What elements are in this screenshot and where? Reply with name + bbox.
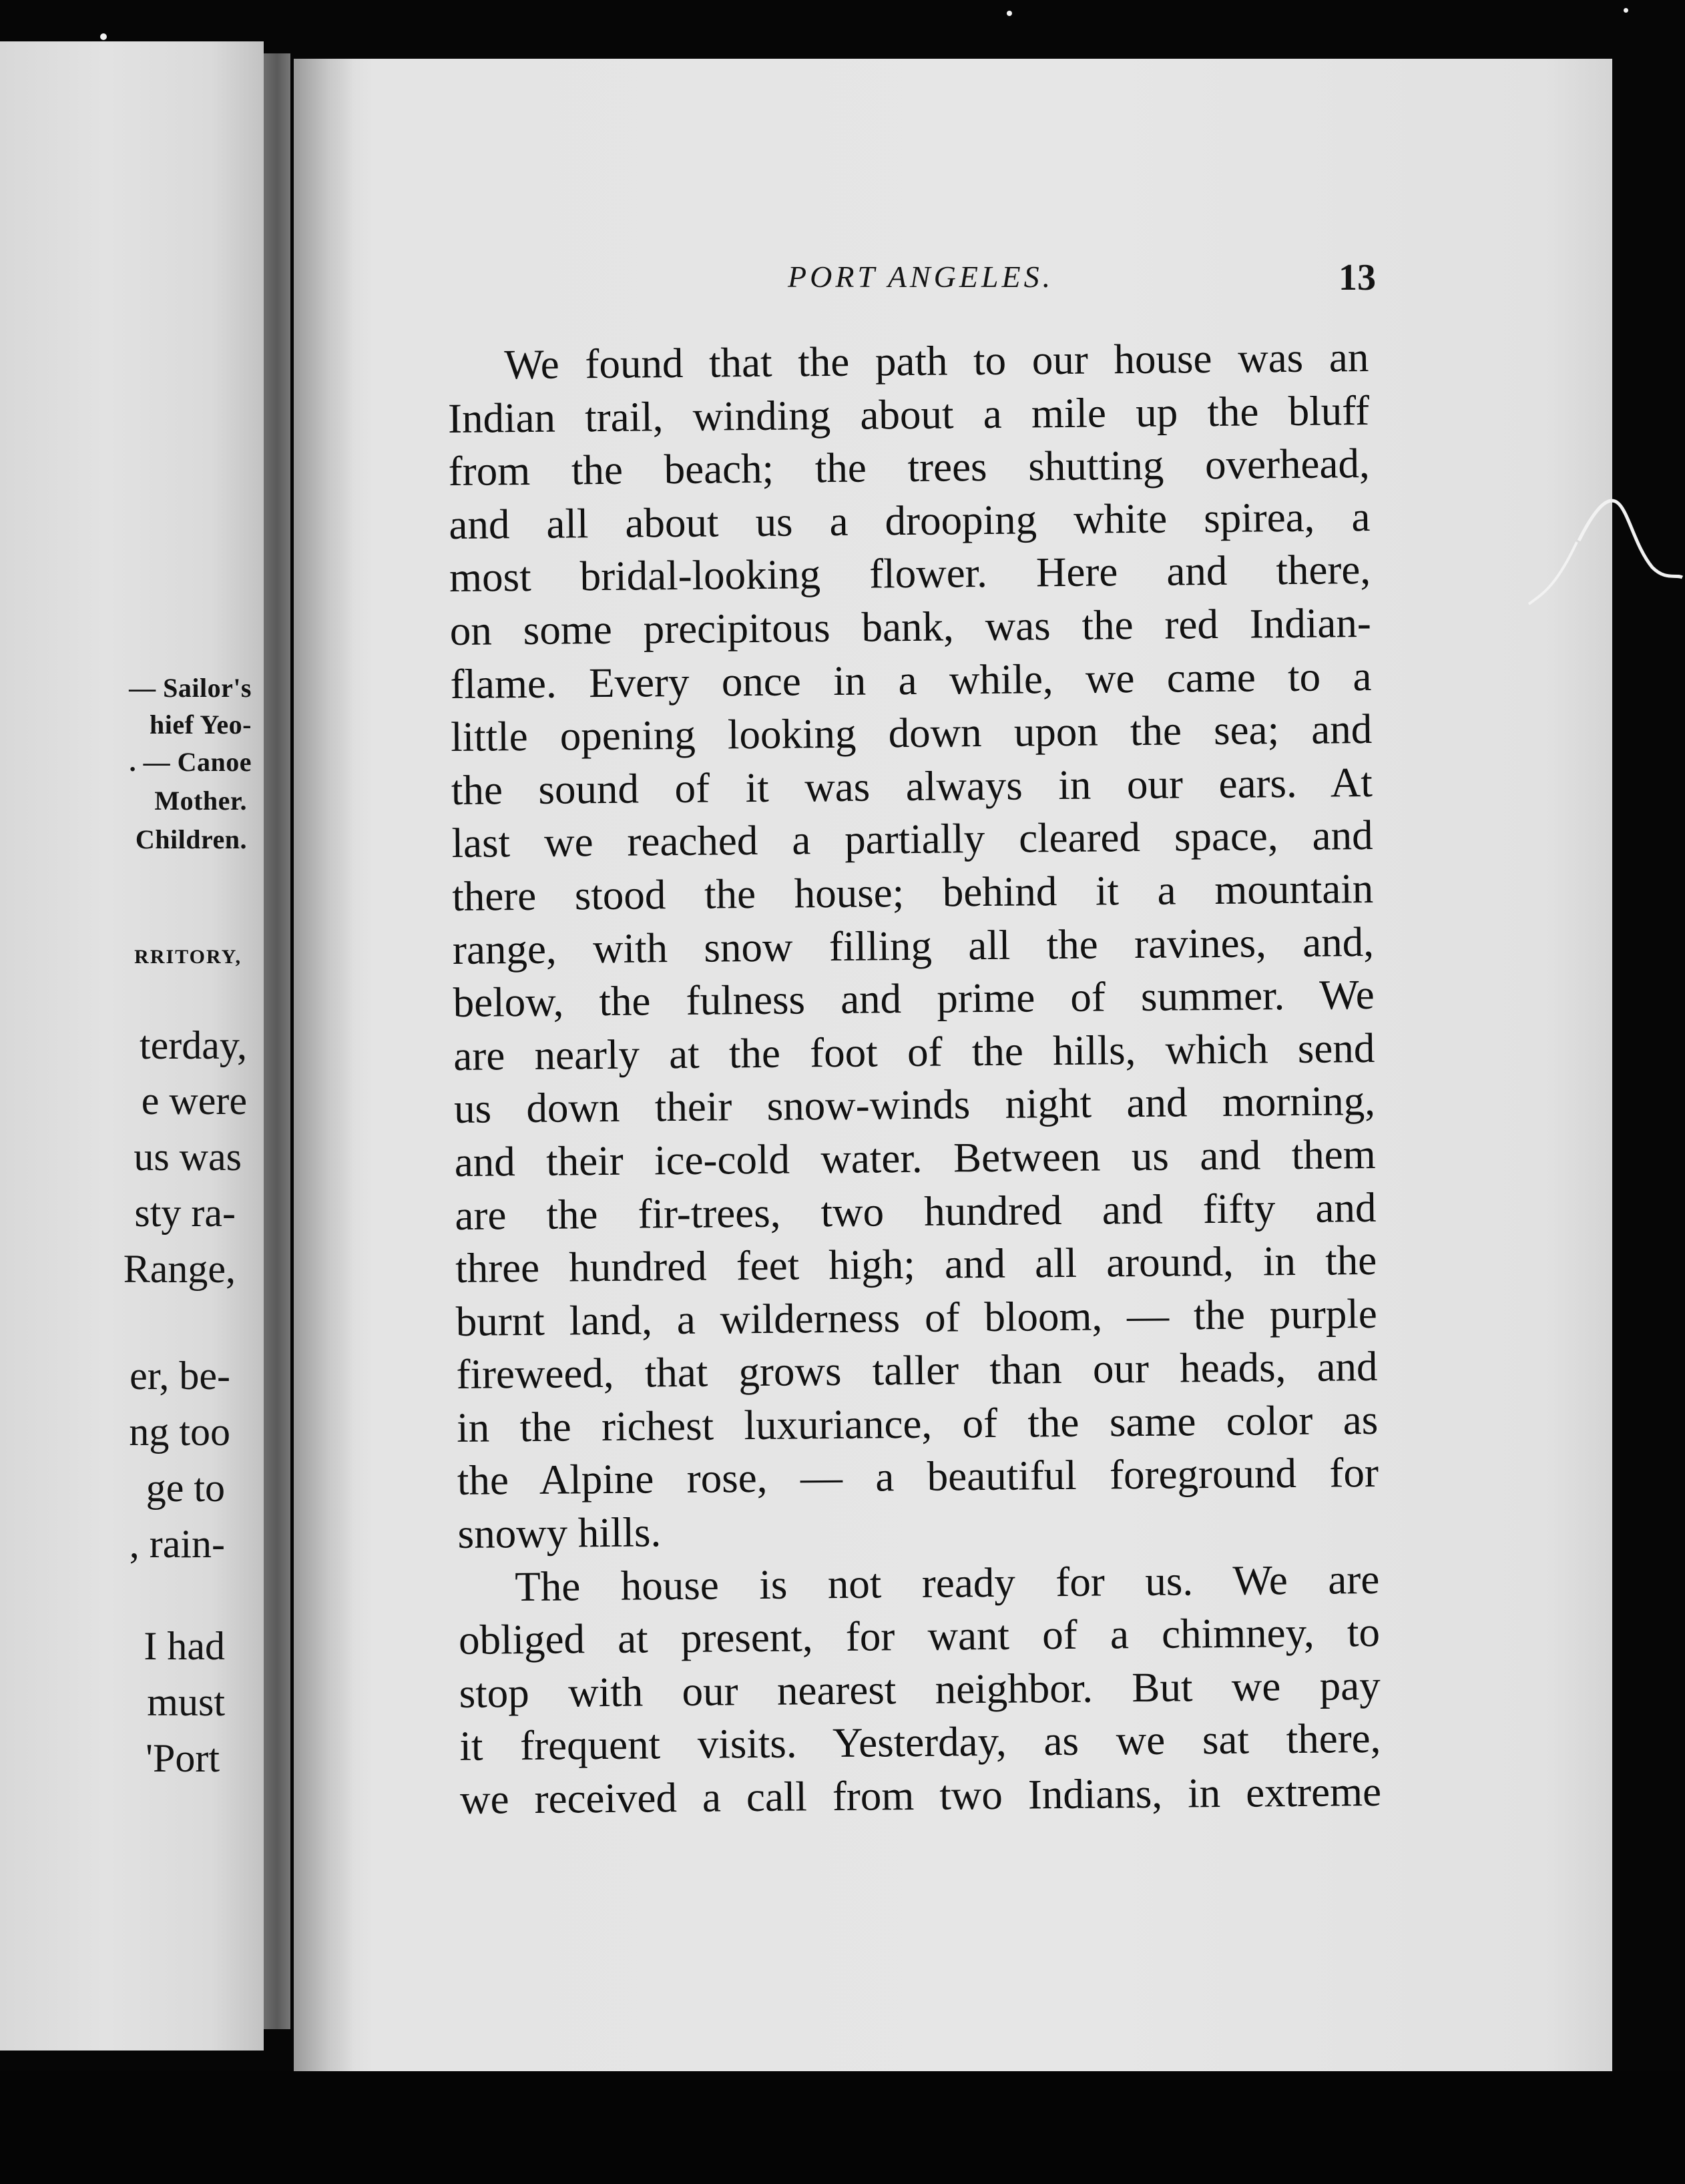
toc-line: Mother. bbox=[154, 786, 247, 816]
text-line: it frequent visits. Yesterday, as we sat there, bbox=[459, 1715, 1381, 1770]
scan-speck bbox=[100, 33, 107, 40]
text-line: obliged at present, for want of a chimney, to bbox=[458, 1609, 1381, 1664]
toc-line: — Sailor's bbox=[129, 673, 252, 703]
scan-speck bbox=[1624, 8, 1628, 13]
book-page bbox=[294, 59, 1612, 2071]
body-line-fragment: ge to bbox=[146, 1466, 225, 1510]
text-line: stop with our nearest neighbor. But we pay bbox=[459, 1661, 1381, 1717]
body-line-fragment: terday, bbox=[139, 1023, 247, 1067]
body-line-fragment: must bbox=[147, 1680, 225, 1724]
text-line: the sound of it was always in our ears. At bbox=[451, 758, 1373, 814]
text-line: We found that the path to our house was an bbox=[504, 333, 1369, 388]
body-line-fragment: er, be- bbox=[130, 1354, 230, 1398]
body-line-fragment: e were bbox=[141, 1079, 247, 1123]
text-line: the Alpine rose, — a beautiful foreground for bbox=[457, 1449, 1379, 1505]
text-line: in the richest luxuriance, of the same color as bbox=[456, 1396, 1379, 1451]
scan-speck bbox=[1007, 11, 1012, 16]
body-text bbox=[447, 331, 1381, 1827]
text-line: Indian trail, winding about a mile up the bluff bbox=[447, 386, 1370, 442]
text-line: are nearly at the foot of the hills, which send bbox=[453, 1024, 1375, 1079]
body-line-fragment: , rain- bbox=[129, 1522, 225, 1566]
text-line: last we reached a partially cleared space, and bbox=[451, 812, 1373, 867]
body-line-fragment: I had bbox=[144, 1624, 225, 1668]
body-line-fragment: Range, bbox=[123, 1247, 236, 1291]
text-line: us down their snow-winds night and morning, bbox=[453, 1077, 1376, 1133]
text-line: snowy hills. bbox=[457, 1509, 662, 1557]
body-line-fragment: us was bbox=[134, 1135, 242, 1179]
toc-line: hief Yeo- bbox=[150, 710, 252, 740]
text-line: range, with snow filling all the ravines, and, bbox=[452, 918, 1375, 973]
page-number: 13 bbox=[1339, 257, 1376, 298]
facing-page bbox=[0, 41, 264, 2051]
text-line: flame. Every once in a while, we came to a bbox=[450, 652, 1372, 708]
text-line: fireweed, that grows taller than our heads, and bbox=[456, 1343, 1378, 1398]
body-line-fragment: sty ra- bbox=[134, 1191, 236, 1235]
text-line: most bridal-looking flower. Here and there, bbox=[449, 546, 1371, 601]
toc-line: Children. bbox=[135, 824, 247, 854]
scan-bottom-edge bbox=[0, 2071, 1685, 2184]
body-line-fragment: ng too bbox=[129, 1410, 230, 1454]
text-line: on some precipitous bank, was the red Indian- bbox=[449, 599, 1372, 654]
text-line: and their ice-cold water. Between us and them bbox=[454, 1130, 1377, 1185]
section-heading-fragment: RRITORY, bbox=[134, 946, 242, 968]
body-line-fragment: 'Port bbox=[146, 1736, 220, 1780]
toc-line: . — Canoe bbox=[129, 747, 252, 777]
running-header bbox=[294, 259, 1612, 306]
page-gutter-shade bbox=[294, 59, 354, 2071]
text-line: below, the fulness and prime of summer. We bbox=[453, 971, 1375, 1027]
text-line: three hundred feet high; and all around, in the bbox=[455, 1236, 1377, 1292]
text-line: little opening looking down upon the sea; and bbox=[450, 706, 1373, 761]
text-line: are the fir-trees, two hundred and fifty and bbox=[455, 1183, 1377, 1239]
text-line: The house is not ready for us. We are bbox=[515, 1555, 1380, 1610]
text-line: there stood the house; behind it a mountain bbox=[451, 864, 1374, 920]
running-title: PORT ANGELES. bbox=[788, 260, 1054, 294]
text-line: from the beach; the trees shutting overhead, bbox=[448, 440, 1370, 495]
text-line: burnt land, a wilderness of bloom, — the purple bbox=[455, 1290, 1378, 1345]
text-line: we received a call from two Indians, in extreme bbox=[459, 1767, 1382, 1823]
text-line: and all about us a drooping white spirea, a bbox=[449, 493, 1371, 548]
book-gutter-shadow bbox=[264, 53, 290, 2029]
